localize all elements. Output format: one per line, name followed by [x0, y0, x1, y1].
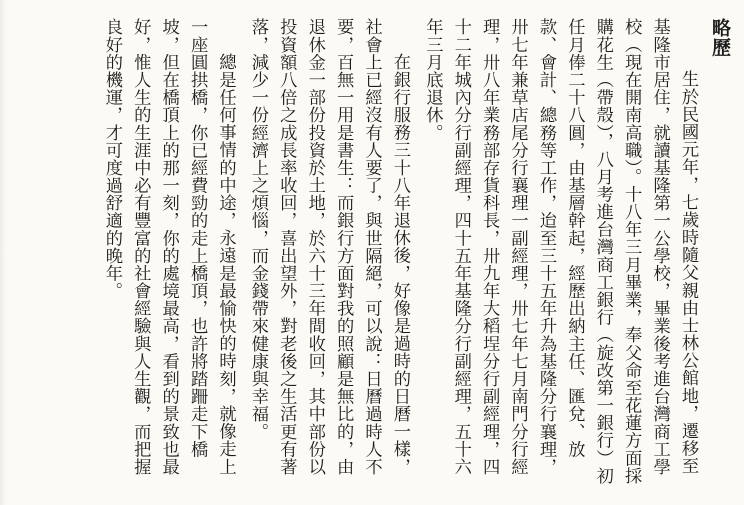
paragraph-reflection: 總是任何事情的中途，永遠是最愉快的時刻，就像走上一座圓拱橋，你已經費勁的走上橋頂，也許將踏跚走下橋坡，但在橋頂上的那一刻，你的處境最高，看到的景致也最好，惟人生的生涯中必有豐富的社會經驗與人生觀，而把握良好的機運，才可度過舒適的晚年。: [101, 18, 236, 476]
paragraph-career: 生於民國元年，七歲時隨父親由士林公館地，遷移至基隆市居住，就讀基隆第一公學校，畢業後考進台灣商工學校（現在開南高職）。十八年三月畢業，奉父命至花蓮方面採購花生（帶殼），八月考進台灣商工銀行（旋改第一銀行）初任月俸二十八圓，由基層幹起，經歷出納主任、匯兌、放款、會計、總務等工作，迨至三十五年升為基隆分行襄理，卅七年兼草店尾分行襄理一副經理，卅七年七月南門分行經理，卅八年業務部存貨科長，卅九年大稻埕分行副經理，四十二年城內分行副經理，四十五年基隆分行副經理，五十六年三月底退休。: [422, 18, 698, 485]
vertical-text-body: [97, 18, 738, 492]
paragraph-retirement: 在銀行服務三十八年退休後，好像是過時的日曆一樣，社會上已經沒有人要了，與世隔絕，可以說：日曆過時人不要，百無一用是書生：而銀行方面對我的照顧是無比的，由退休金一部份投資於土地，於六十三年間收回，其中部份以投資額八倍之成長率收回，喜出望外，對老後之生活更有著落，減少一份經濟上之煩惱，而金錢帶來健康與幸福。: [247, 18, 410, 476]
page-edge-shadow: [0, 0, 6, 505]
document-title: 略歷: [709, 18, 731, 57]
